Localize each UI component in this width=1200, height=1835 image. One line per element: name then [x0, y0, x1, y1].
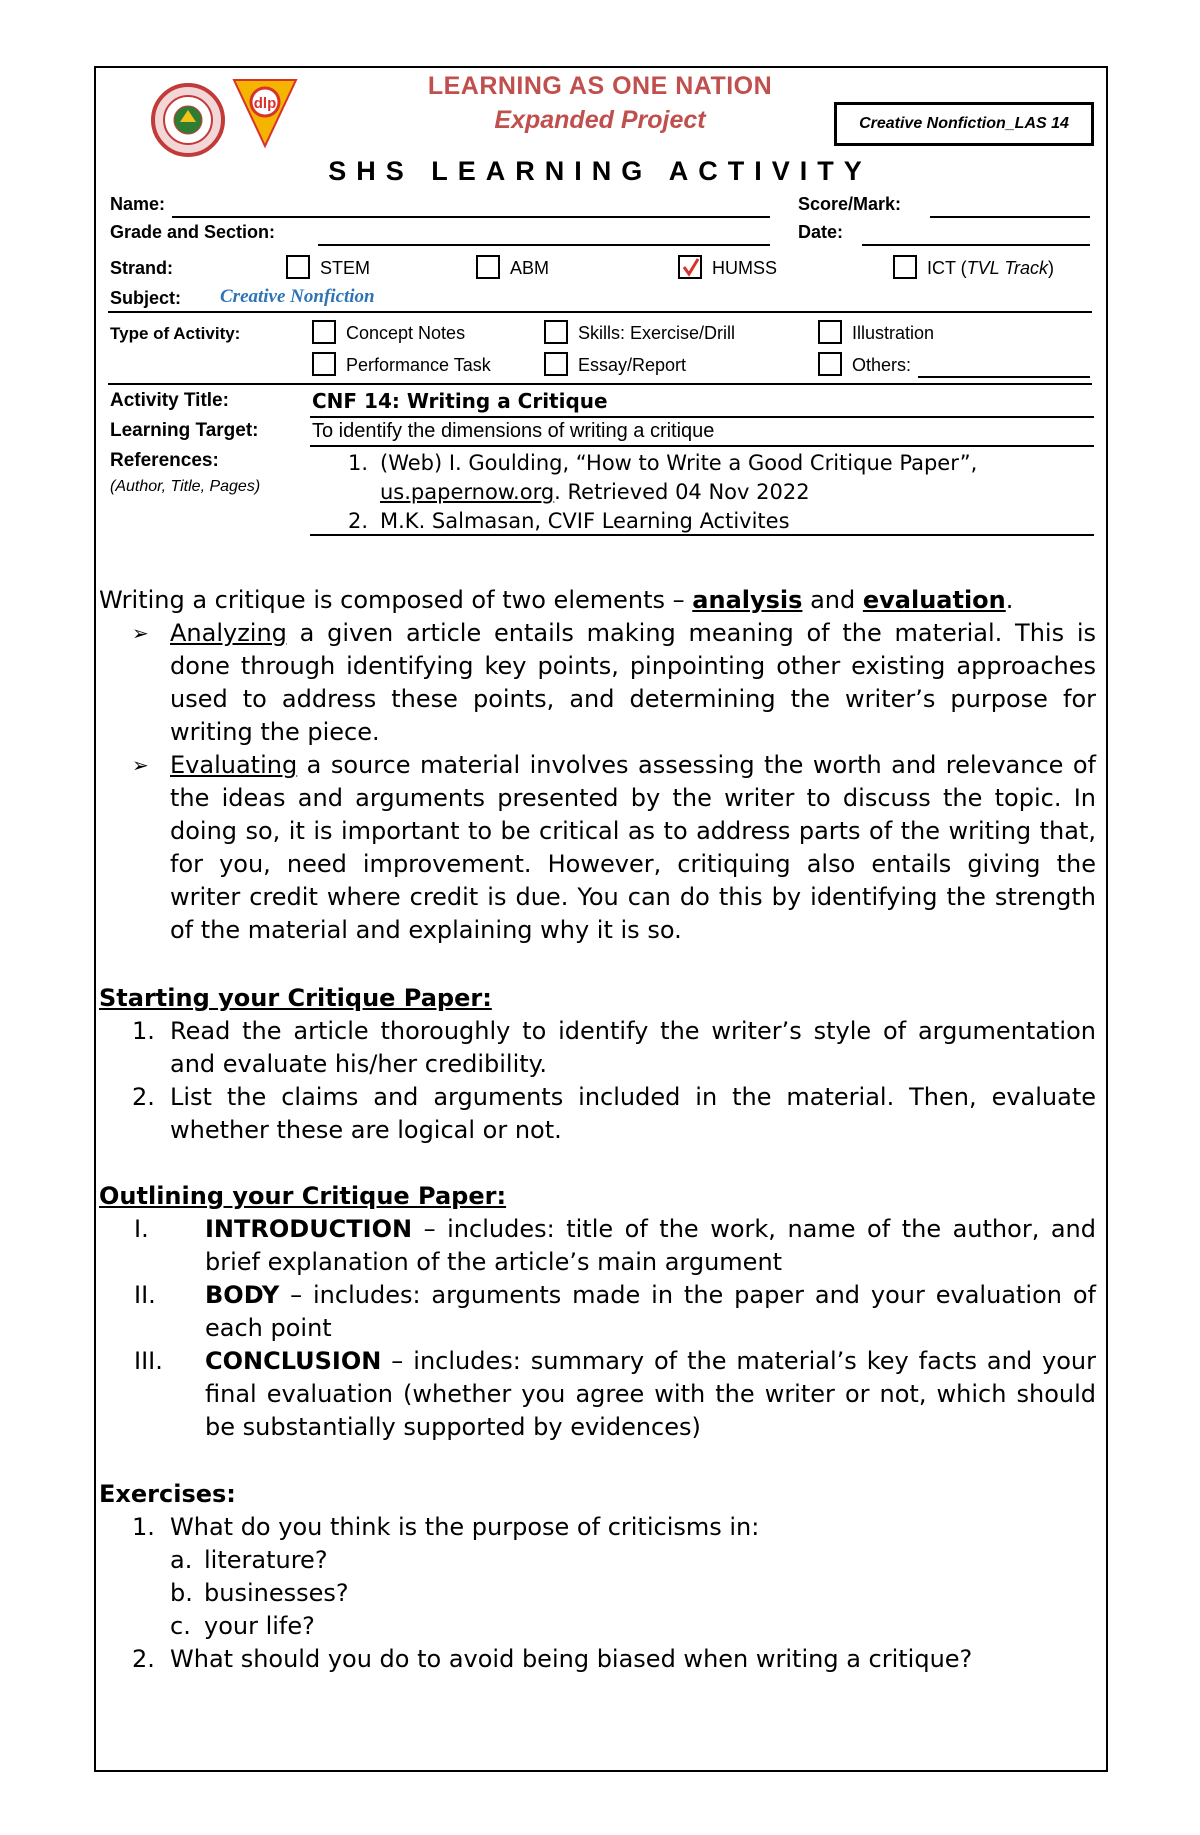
type-essay-report-checkbox[interactable]: [544, 352, 568, 376]
exercise-1b-letter: b.: [170, 1579, 193, 1607]
exercise-1c-letter: c.: [170, 1612, 191, 1640]
name-field[interactable]: [172, 216, 770, 218]
references-rule: [310, 534, 1094, 536]
las-code-box: Creative Nonfiction_LAS 14: [834, 102, 1094, 146]
references-label: References:: [110, 450, 219, 471]
date-label: Date:: [798, 222, 844, 242]
strand-stem-checkbox[interactable]: [286, 255, 310, 279]
learning-target-value: To identify the dimensions of writing a critique: [312, 420, 715, 442]
type-others-checkbox[interactable]: [818, 352, 842, 376]
score-label: Score/Mark:: [798, 194, 902, 214]
type-illustration-checkbox[interactable]: [818, 320, 842, 344]
exercise-1c: your life?: [204, 1612, 315, 1640]
strand-ict-label: ICT (TVL Track): [927, 258, 1055, 278]
type-skills-label: Skills: Exercise/Drill: [578, 323, 736, 343]
evaluating-paragraph: Evaluating a source material involves assessing the worth and relevance of the ideas and arguments presented by the writer to discuss the topic. In doing so, it is important to be critical as to address parts of the writing that, for you, need improvement. However, critiquing also entails giving the writer credit where credit is due. You can do this by identifying the strength of the material and explaining why it is so.: [170, 751, 1096, 944]
strand-humss-checkbox[interactable]: [678, 255, 702, 279]
strand-label: Strand:: [110, 258, 173, 278]
exercise-1b: businesses?: [204, 1579, 349, 1607]
reference-1-line1: (Web) I. Goulding, “How to Write a Good Critique Paper”,: [380, 451, 978, 475]
term-evaluation: evaluation: [862, 586, 1006, 614]
arrow-bullet-icon: ➢: [132, 753, 149, 777]
reference-1-number: 1.: [348, 451, 369, 475]
activity-title-rule: [310, 416, 1094, 418]
grade-section-label: Grade and Section:: [110, 222, 276, 242]
date-field[interactable]: [862, 244, 1090, 246]
term-analysis: analysis: [692, 586, 803, 614]
activity-title-value: CNF 14: Writing a Critique: [312, 389, 608, 413]
strand-stem-label: STEM: [320, 258, 371, 278]
dlp-logo-text: dlp: [253, 95, 277, 112]
subject-value: Creative Nonfiction: [220, 286, 375, 307]
project-title: LEARNING AS ONE NATION: [427, 72, 773, 100]
check-mark-icon: [681, 257, 701, 277]
type-of-activity-label: Type of Activity:: [110, 324, 241, 343]
reference-2-number: 2.: [348, 509, 369, 533]
starting-item-1-number: 1.: [132, 1017, 155, 1045]
score-field[interactable]: [930, 216, 1090, 218]
type-others-field[interactable]: [918, 376, 1090, 378]
intro-paragraph: Writing a critique is composed of two elements – analysis and evaluation.: [99, 586, 1014, 614]
starting-item-2: List the claims and arguments included in the material. Then, evaluate whether these are logical or not.: [170, 1083, 1096, 1144]
type-performance-task-label: Performance Task: [346, 355, 491, 375]
reference-1-link[interactable]: us.papernow.org: [380, 480, 555, 504]
learning-target-rule: [310, 445, 1094, 447]
project-subtitle: Expanded Project: [494, 106, 706, 134]
outline-item-2-number: II.: [134, 1281, 156, 1309]
activity-title-label: Activity Title:: [110, 390, 229, 411]
term-evaluating: Evaluating: [170, 751, 298, 779]
exercise-2-number: 2.: [132, 1645, 155, 1673]
outline-item-2: BODY – includes: arguments made in the paper and your evaluation of each point: [205, 1281, 1096, 1342]
outline-item-1-number: I.: [134, 1215, 149, 1243]
subject-label: Subject:: [110, 288, 182, 308]
strand-abm-label: ABM: [510, 258, 550, 278]
reference-2-text: M.K. Salmasan, CVIF Learning Activites: [380, 509, 790, 533]
starting-item-2-number: 2.: [132, 1083, 155, 1111]
arrow-bullet-icon: ➢: [132, 621, 149, 645]
type-concept-notes-checkbox[interactable]: [312, 320, 336, 344]
starting-heading: Starting your Critique Paper:: [99, 984, 492, 1012]
activity-type-rule: [108, 383, 1092, 385]
exercise-1a-letter: a.: [170, 1546, 193, 1574]
strand-humss-label: HUMSS: [712, 258, 778, 278]
type-others-label: Others:: [852, 355, 912, 375]
exercise-1a: literature?: [204, 1546, 328, 1574]
outline-item-3-number: III.: [134, 1347, 163, 1375]
strand-ict-checkbox[interactable]: [893, 255, 917, 279]
outline-item-1: INTRODUCTION – includes: title of the work, name of the author, and brief explanation of the article’s main argument: [205, 1215, 1096, 1276]
type-illustration-label: Illustration: [852, 323, 935, 343]
exercise-1-question: What do you think is the purpose of criticisms in:: [170, 1513, 760, 1541]
outline-item-3: CONCLUSION – includes: summary of the material’s key facts and your final evaluation (whether you agree with the writer or not, which should be substantially supported by evidences): [205, 1347, 1096, 1441]
name-label: Name:: [110, 194, 166, 214]
strand-abm-checkbox[interactable]: [476, 255, 500, 279]
exercise-2-question: What should you do to avoid being biased when writing a critique?: [170, 1645, 973, 1673]
outlining-heading: Outlining your Critique Paper:: [99, 1182, 507, 1210]
analyzing-paragraph: Analyzing a given article entails making meaning of the material. This is done through identifying key points, pinpointing other existing approaches used to address these points, and determining the writer’s purpose for writing the piece.: [170, 619, 1096, 746]
type-essay-report-label: Essay/Report: [578, 355, 687, 375]
exercise-1-number: 1.: [132, 1513, 155, 1541]
type-concept-notes-label: Concept Notes: [346, 323, 466, 343]
activity-heading: SHS LEARNING ACTIVITY: [328, 156, 872, 186]
reference-1-line2: us.papernow.org. Retrieved 04 Nov 2022: [380, 480, 810, 504]
type-skills-checkbox[interactable]: [544, 320, 568, 344]
grade-section-field[interactable]: [318, 244, 770, 246]
subject-rule: [108, 311, 1092, 313]
type-performance-task-checkbox[interactable]: [312, 352, 336, 376]
learning-target-label: Learning Target:: [110, 420, 259, 441]
references-hint: (Author, Title, Pages): [110, 478, 261, 495]
starting-item-1: Read the article thoroughly to identify the writer’s style of argumentation and evaluate his/her credibility.: [170, 1017, 1096, 1078]
term-analyzing: Analyzing: [170, 619, 287, 647]
exercises-heading: Exercises:: [99, 1480, 236, 1508]
